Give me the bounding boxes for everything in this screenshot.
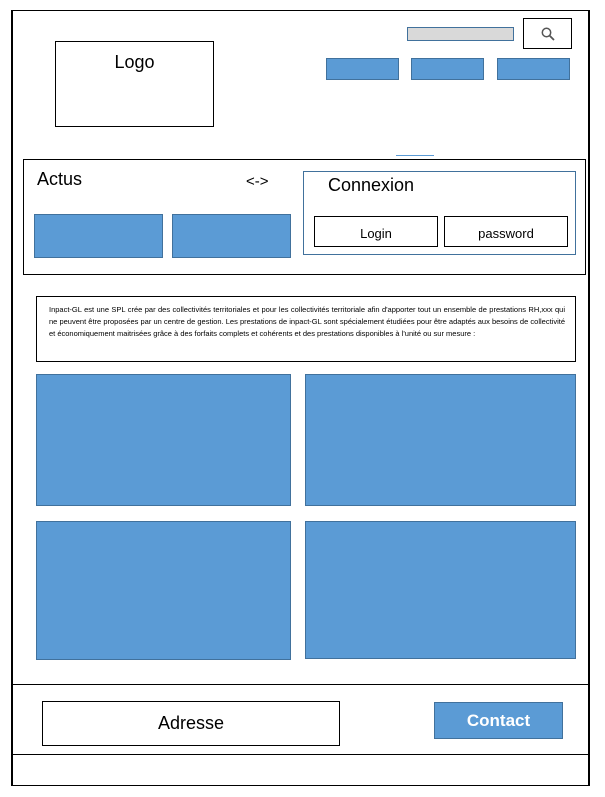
footer-divider-bottom — [11, 754, 590, 755]
logo-label: Logo — [114, 52, 155, 72]
password-field[interactable] — [444, 216, 568, 247]
nav-item-1[interactable] — [326, 58, 399, 80]
nav-item-2[interactable] — [411, 58, 484, 80]
login-label: Login — [360, 226, 392, 241]
search-input[interactable] — [407, 27, 514, 41]
actus-title: Actus — [37, 169, 83, 189]
content-tile-2[interactable] — [305, 374, 576, 506]
accent-divider — [396, 155, 434, 156]
content-tile-1[interactable] — [36, 374, 291, 506]
actus-item-1[interactable] — [34, 214, 163, 258]
contact-label: Contact — [466, 710, 531, 730]
nav-item-3[interactable] — [497, 58, 570, 80]
intro-textbox — [36, 296, 576, 362]
left-rule — [12, 10, 13, 786]
address-box — [42, 701, 340, 746]
search-button[interactable] — [523, 18, 572, 49]
content-tile-4[interactable] — [305, 521, 576, 659]
contact-button[interactable] — [434, 702, 563, 739]
login-title: Connexion — [328, 175, 415, 195]
address-label: Adresse — [157, 713, 225, 733]
password-label: password — [478, 226, 534, 241]
content-tile-3[interactable] — [36, 521, 291, 660]
login-field[interactable] — [314, 216, 438, 247]
logo[interactable] — [55, 41, 214, 127]
actus-nav-arrows[interactable]: <-> — [246, 173, 269, 190]
search-icon — [540, 26, 556, 42]
intro-text: Inpact-GL est une SPL crée par des collectivités territoriales et pour les collectivités territoriale afin d'apporter tout un ensemble de prestations RH,xxx qui ne peuvent être proposées par un centre de gestion. Les prestations de inpact-GL sont spécialement étudiées pour être adaptés aux besoins de collectivité et économiquement maitrisées grâce à des forfaits complets et cohérents et des prestations disponibles à l'unité ou sur mesure : — [49, 305, 565, 338]
footer-divider-top — [11, 684, 590, 685]
actus-item-2[interactable] — [172, 214, 291, 258]
